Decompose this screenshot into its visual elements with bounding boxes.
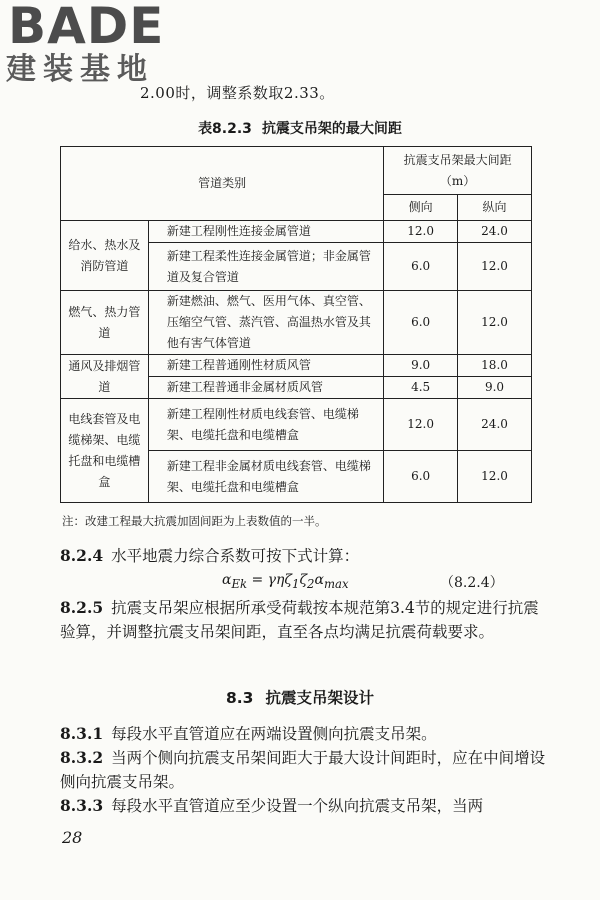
table-note: 注：改建工程最大抗震加固间距为上表数值的一半。 xyxy=(62,514,327,528)
group-name: 通风及排烟管道 xyxy=(61,355,149,399)
clause-8-2-5 xyxy=(60,596,550,644)
continued-text: 2.00时，调整系数取2.33。 xyxy=(140,84,335,102)
table-row xyxy=(61,291,532,355)
logo-tagline: 建装基地 xyxy=(6,52,154,87)
clause-number: 8.2.5 xyxy=(60,598,104,617)
row-item: 新建工程柔性连接金属管道；非金属管道及复合管道 xyxy=(148,243,383,291)
clause-8-2-4 xyxy=(60,544,550,568)
row-lateral: 9.0 xyxy=(384,355,458,377)
formula-number: （8.2.4） xyxy=(440,575,504,591)
clause-number: 8.3.3 xyxy=(60,796,104,815)
row-longitudinal: 12.0 xyxy=(458,291,532,355)
clause-text: 抗震支吊架应根据所承受荷载按本规范第3.4节的规定进行抗震验算，并调整抗震支吊架间距，直至各点均满足抗震荷载要求。 xyxy=(60,599,539,641)
row-longitudinal: 9.0 xyxy=(458,377,532,399)
formula: $\alpha_{Ek} = \gamma\eta\zeta_1\zeta_2\alpha_{max}$ xyxy=(222,572,349,591)
header-longitudinal: 纵向 xyxy=(458,195,532,221)
spacing-table xyxy=(60,146,532,503)
table-title: 抗震支吊架的最大间距 xyxy=(261,121,402,137)
row-longitudinal: 24.0 xyxy=(458,399,532,451)
table-row xyxy=(61,221,532,243)
table-caption xyxy=(0,118,600,138)
row-item: 新建工程普通非金属材质风管 xyxy=(148,377,383,399)
table-number: 表8.2.3 xyxy=(198,121,252,137)
row-item: 新建工程普通刚性材质风管 xyxy=(148,355,383,377)
clause-number: 8.3.1 xyxy=(60,724,104,743)
clause-text: 每段水平直管道应在两端设置侧向抗震支吊架。 xyxy=(111,725,437,743)
section-heading xyxy=(0,686,600,708)
logo xyxy=(6,0,181,86)
table-row xyxy=(61,355,532,377)
header-spacing: 抗震支吊架最大间距（m） xyxy=(384,147,532,195)
clause-text: 当两个侧向抗震支吊架间距大于最大设计间距时，应在中间增设侧向抗震支吊架。 xyxy=(60,749,546,791)
group-name: 燃气、热力管道 xyxy=(61,291,149,355)
row-item: 新建工程刚性材质电线套管、电缆梯架、电缆托盘和电缆槽盒 xyxy=(148,399,383,451)
row-lateral: 12.0 xyxy=(384,399,458,451)
clause-text: 每段水平直管道应至少设置一个纵向抗震支吊架，当两 xyxy=(111,797,484,815)
page-number: 28 xyxy=(62,828,83,847)
row-lateral: 6.0 xyxy=(384,451,458,503)
clause-number: 8.2.4 xyxy=(60,546,104,565)
table-row xyxy=(61,399,532,451)
row-longitudinal: 12.0 xyxy=(458,243,532,291)
header-lateral: 侧向 xyxy=(384,195,458,221)
section-title: 抗震支吊架设计 xyxy=(265,689,374,707)
logo-brand: BADE xyxy=(8,0,165,55)
row-lateral: 12.0 xyxy=(384,221,458,243)
header-category: 管道类别 xyxy=(61,147,384,221)
section-number: 8.3 xyxy=(226,689,254,707)
group-name: 电线套管及电缆梯架、电缆托盘和电缆槽盒 xyxy=(61,399,149,503)
row-longitudinal: 12.0 xyxy=(458,451,532,503)
row-lateral: 6.0 xyxy=(384,291,458,355)
row-item: 新建工程刚性连接金属管道 xyxy=(148,221,383,243)
group-name: 给水、热水及消防管道 xyxy=(61,221,149,291)
clause-text: 水平地震力综合系数可按下式计算： xyxy=(111,547,360,565)
row-longitudinal: 18.0 xyxy=(458,355,532,377)
row-item: 新建燃油、燃气、医用气体、真空管、压缩空气管、蒸汽管、高温热水管及其他有害气体管道 xyxy=(148,291,383,355)
clause-8-3-3 xyxy=(60,794,550,818)
clause-8-3-1 xyxy=(60,722,550,746)
clause-number: 8.3.2 xyxy=(60,748,104,767)
row-item: 新建工程非金属材质电线套管、电缆梯架、电缆托盘和电缆槽盒 xyxy=(148,451,383,503)
clause-8-3-2 xyxy=(60,746,550,794)
row-longitudinal: 24.0 xyxy=(458,221,532,243)
row-lateral: 6.0 xyxy=(384,243,458,291)
row-lateral: 4.5 xyxy=(384,377,458,399)
